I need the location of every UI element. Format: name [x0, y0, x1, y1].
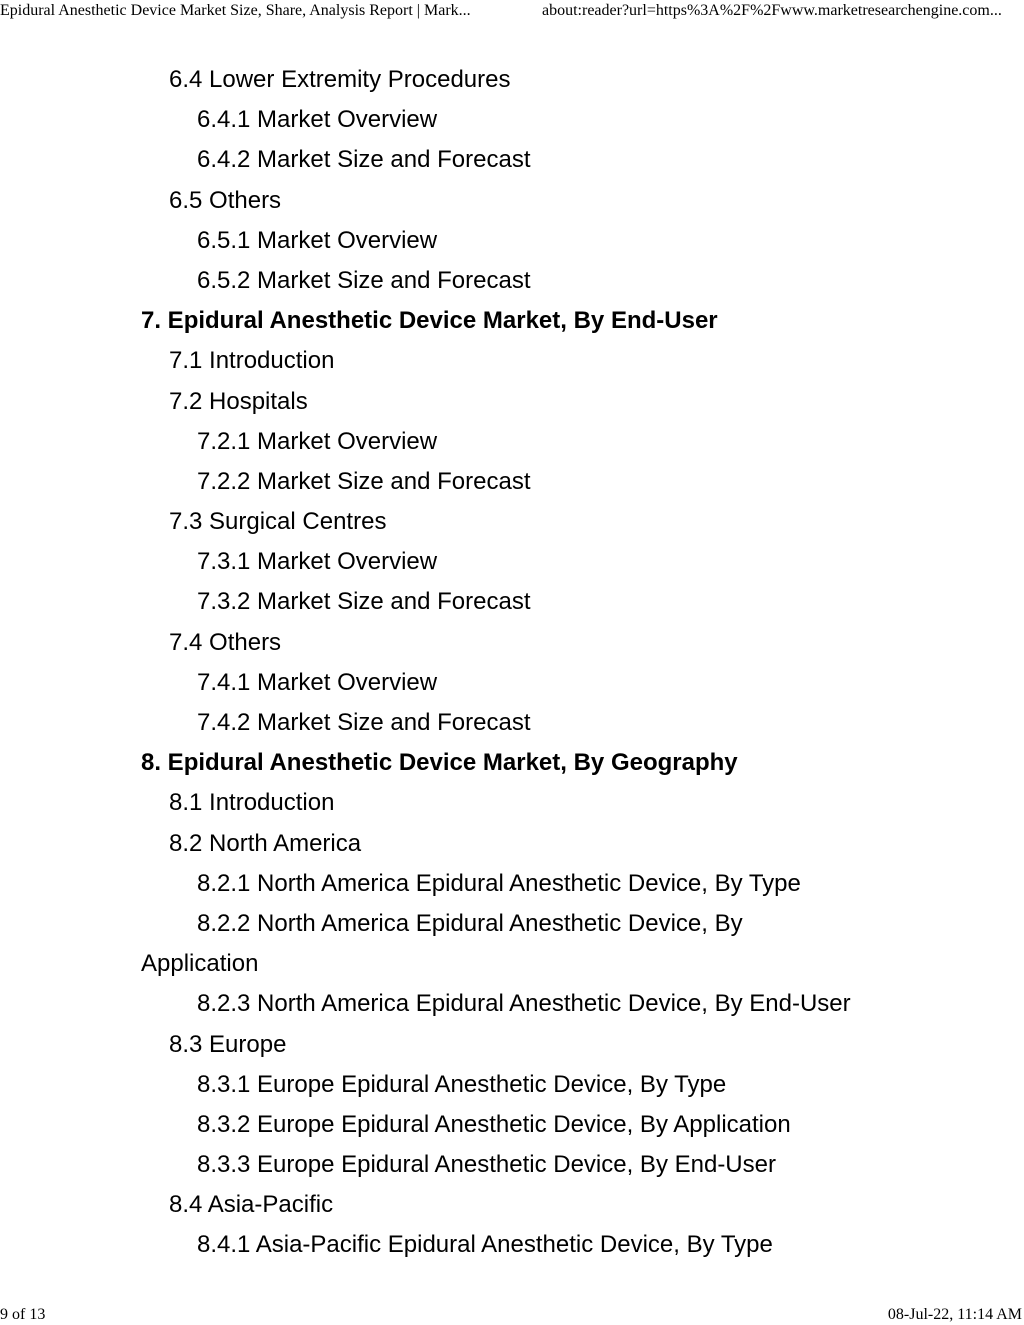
toc-item: 6.4.1 Market Overview — [197, 106, 438, 134]
toc-subsection: 7.1 Introduction — [169, 347, 335, 375]
toc-item: 8.2.3 North America Epidural Anesthetic Device, By End-User — [197, 990, 851, 1018]
toc-section-heading: 7. Epidural Anesthetic Device Market, By End-User — [141, 307, 718, 335]
toc-item: 8.2.2 North America Epidural Anesthetic Device, By — [197, 909, 743, 937]
print-timestamp: 08-Jul-22, 11:14 AM — [887, 1306, 1022, 1323]
toc-item: 7.2.2 Market Size and Forecast — [197, 467, 531, 495]
toc-item: 7.4.2 Market Size and Forecast — [197, 709, 531, 736]
toc-item: 8.3.3 Europe Epidural Anesthetic Device, By End-User — [197, 1151, 776, 1179]
print-footer — [0, 1305, 1024, 1325]
toc-item-continuation: Application — [141, 950, 259, 978]
toc-subsection: 8.3 Europe — [169, 1030, 287, 1058]
toc-subsection: 7.3 Surgical Centres — [169, 508, 387, 536]
toc-item: 6.5.2 Market Size and Forecast — [197, 266, 531, 294]
toc-subsection: 6.5 Others — [169, 186, 282, 214]
toc-item: 7.3.2 Market Size and Forecast — [197, 588, 531, 616]
toc-item: 7.4.1 Market Overview — [197, 668, 438, 696]
toc-subsection: 8.4 Asia-Pacific — [169, 1191, 334, 1219]
page-title: Epidural Anesthetic Device Market Size, Share, Analysis Report | Mark... — [0, 2, 471, 19]
toc-subsection: 7.2 Hospitals — [169, 387, 308, 415]
toc-subsection: 7.4 Others — [169, 628, 282, 656]
toc-item: 8.4.1 Asia-Pacific Epidural Anesthetic Device, By Type — [197, 1231, 773, 1259]
print-header — [0, 0, 1024, 28]
toc-item: 8.3.2 Europe Epidural Anesthetic Device, By Application — [197, 1110, 791, 1138]
toc-item: 6.5.1 Market Overview — [197, 226, 438, 254]
toc-item: 7.3.1 Market Overview — [197, 548, 438, 576]
toc-item: 7.2.1 Market Overview — [197, 427, 438, 455]
toc-item: 8.2.1 North America Epidural Anesthetic Device, By Type — [197, 869, 801, 897]
table-of-contents — [0, 60, 1024, 1266]
toc-item: 8.3.1 Europe Epidural Anesthetic Device, By Type — [197, 1070, 727, 1098]
page-url: about:reader?url=https%3A%2F%2Fwww.marketresearchengine.com... — [542, 2, 1002, 19]
toc-subsection: 6.4 Lower Extremity Procedures — [169, 66, 511, 93]
page-number: 9 of 13 — [0, 1306, 46, 1323]
toc-item: 6.4.2 Market Size and Forecast — [197, 146, 531, 174]
toc-subsection: 8.1 Introduction — [169, 789, 335, 817]
toc-section-heading: 8. Epidural Anesthetic Device Market, By Geography — [141, 749, 738, 777]
toc-subsection: 8.2 North America — [169, 829, 362, 857]
